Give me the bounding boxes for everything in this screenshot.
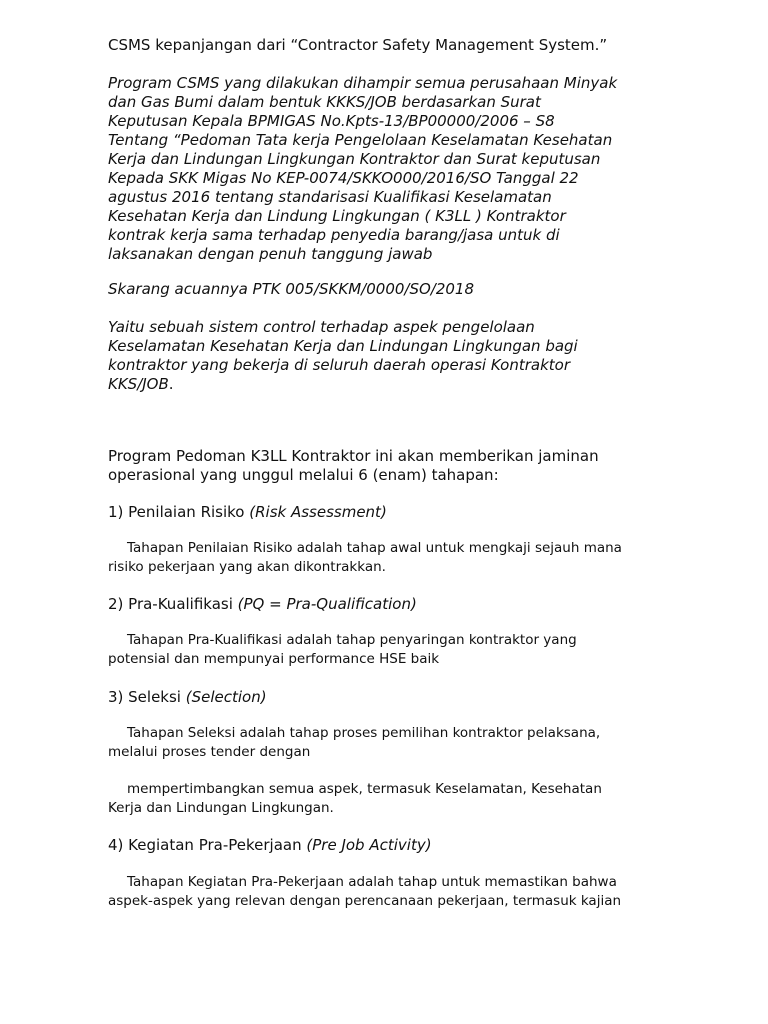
- stage-heading-4: [108, 836, 708, 855]
- stage-heading-plain: 4) Kegiatan Pra-Pekerjaan: [108, 836, 307, 854]
- program-line: Tentang “Pedoman Tata kerja Pengelolaan Keselamatan Kesehatan: [108, 131, 613, 149]
- program-line: kontrak kerja sama terhadap penyedia barang/jasa untuk di: [108, 226, 560, 244]
- stage-paragraph-1: [108, 539, 708, 577]
- definition-last-italic: KKS/JOB: [108, 375, 169, 393]
- stage-paragraph-2: [108, 631, 708, 669]
- reference-line: Skarang acuannya PTK 005/SKKM/0000/SO/2018: [108, 280, 475, 298]
- stage-text-line: Tahapan Penilaian Risiko adalah tahap awal untuk mengkaji sejauh mana: [127, 540, 622, 556]
- stage-heading-plain: 3) Seleksi: [108, 688, 186, 706]
- stage-text-line: Kerja dan Lindungan Lingkungan.: [108, 800, 334, 816]
- stage-text-line: melalui proses tender dengan: [108, 744, 311, 760]
- stage-heading-italic: (Selection): [185, 688, 267, 706]
- program-line: dan Gas Bumi dalam bentuk KKKS/JOB berdasarkan Surat: [108, 93, 541, 111]
- guidance-line: Program Pedoman K3LL Kontraktor ini akan memberikan jaminan: [108, 447, 599, 465]
- definition-last-line: [108, 375, 708, 394]
- definition-paragraph: [108, 318, 708, 394]
- stage-heading-2: [108, 595, 708, 614]
- stage-paragraph-4: [108, 873, 708, 911]
- stage-heading-italic: (Pre Job Activity): [306, 836, 432, 854]
- stage-heading-italic: (Risk Assessment): [249, 503, 387, 521]
- program-line: Kepada SKK Migas No KEP-0074/SKKO000/2016/SO Tanggal 22: [108, 169, 579, 187]
- definition-line: kontraktor yang bekerja di seluruh daerah operasi Kontraktor: [108, 356, 570, 374]
- stage-text-line: mempertimbangkan semua aspek, termasuk Keselamatan, Kesehatan: [127, 781, 602, 797]
- stage-text-line: potensial dan mempunyai performance HSE baik: [108, 651, 440, 667]
- stage-heading-plain: 1) Penilaian Risiko: [108, 503, 250, 521]
- guidance-paragraph: [108, 447, 708, 485]
- program-line: Program CSMS yang dilakukan dihampir semua perusahaan Minyak: [108, 74, 618, 92]
- definition-line: Yaitu sebuah sistem control terhadap aspek pengelolaan: [108, 318, 535, 336]
- program-paragraph: [108, 74, 708, 264]
- program-line: agustus 2016 tentang standarisasi Kualifikasi Keselamatan: [108, 188, 552, 206]
- definition-line: Keselamatan Kesehatan Kerja dan Lindungan Lingkungan bagi: [108, 337, 578, 355]
- stage-text-line: risiko pekerjaan yang akan dikontrakkan.: [108, 559, 386, 575]
- definition-last-plain: .: [168, 375, 174, 393]
- intro-line: CSMS kepanjangan dari “Contractor Safety Management System.”: [108, 36, 608, 54]
- intro-paragraph: [108, 36, 708, 55]
- program-line: laksanakan dengan penuh tanggung jawab: [108, 245, 433, 263]
- stage-text-line: Tahapan Seleksi adalah tahap proses pemilihan kontraktor pelaksana,: [127, 725, 601, 741]
- program-line: Kesehatan Kerja dan Lindung Lingkungan ( K3LL ) Kontraktor: [108, 207, 566, 225]
- stage-paragraph-3a: [108, 724, 708, 762]
- stage-heading-3: [108, 688, 708, 707]
- stage-text-line: Tahapan Kegiatan Pra-Pekerjaan adalah tahap untuk memastikan bahwa: [127, 874, 617, 890]
- stage-heading-1: [108, 503, 708, 522]
- stage-text-line: Tahapan Pra-Kualifikasi adalah tahap penyaringan kontraktor yang: [127, 632, 577, 648]
- program-line: Kerja dan Lindungan Lingkungan Kontraktor dan Surat keputusan: [108, 150, 601, 168]
- reference-paragraph: [108, 280, 708, 299]
- stage-text-line: aspek-aspek yang relevan dengan perencanaan pekerjaan, termasuk kajian: [108, 893, 622, 909]
- guidance-line: operasional yang unggul melalui 6 (enam) tahapan:: [108, 466, 499, 484]
- stage-paragraph-3b: [108, 780, 708, 818]
- program-line: Keputusan Kepala BPMIGAS No.Kpts-13/BP00000/2006 – S8: [108, 112, 555, 130]
- stage-heading-plain: 2) Pra-Kualifikasi: [108, 595, 238, 613]
- stage-heading-italic: (PQ = Pra-Qualification): [237, 595, 417, 613]
